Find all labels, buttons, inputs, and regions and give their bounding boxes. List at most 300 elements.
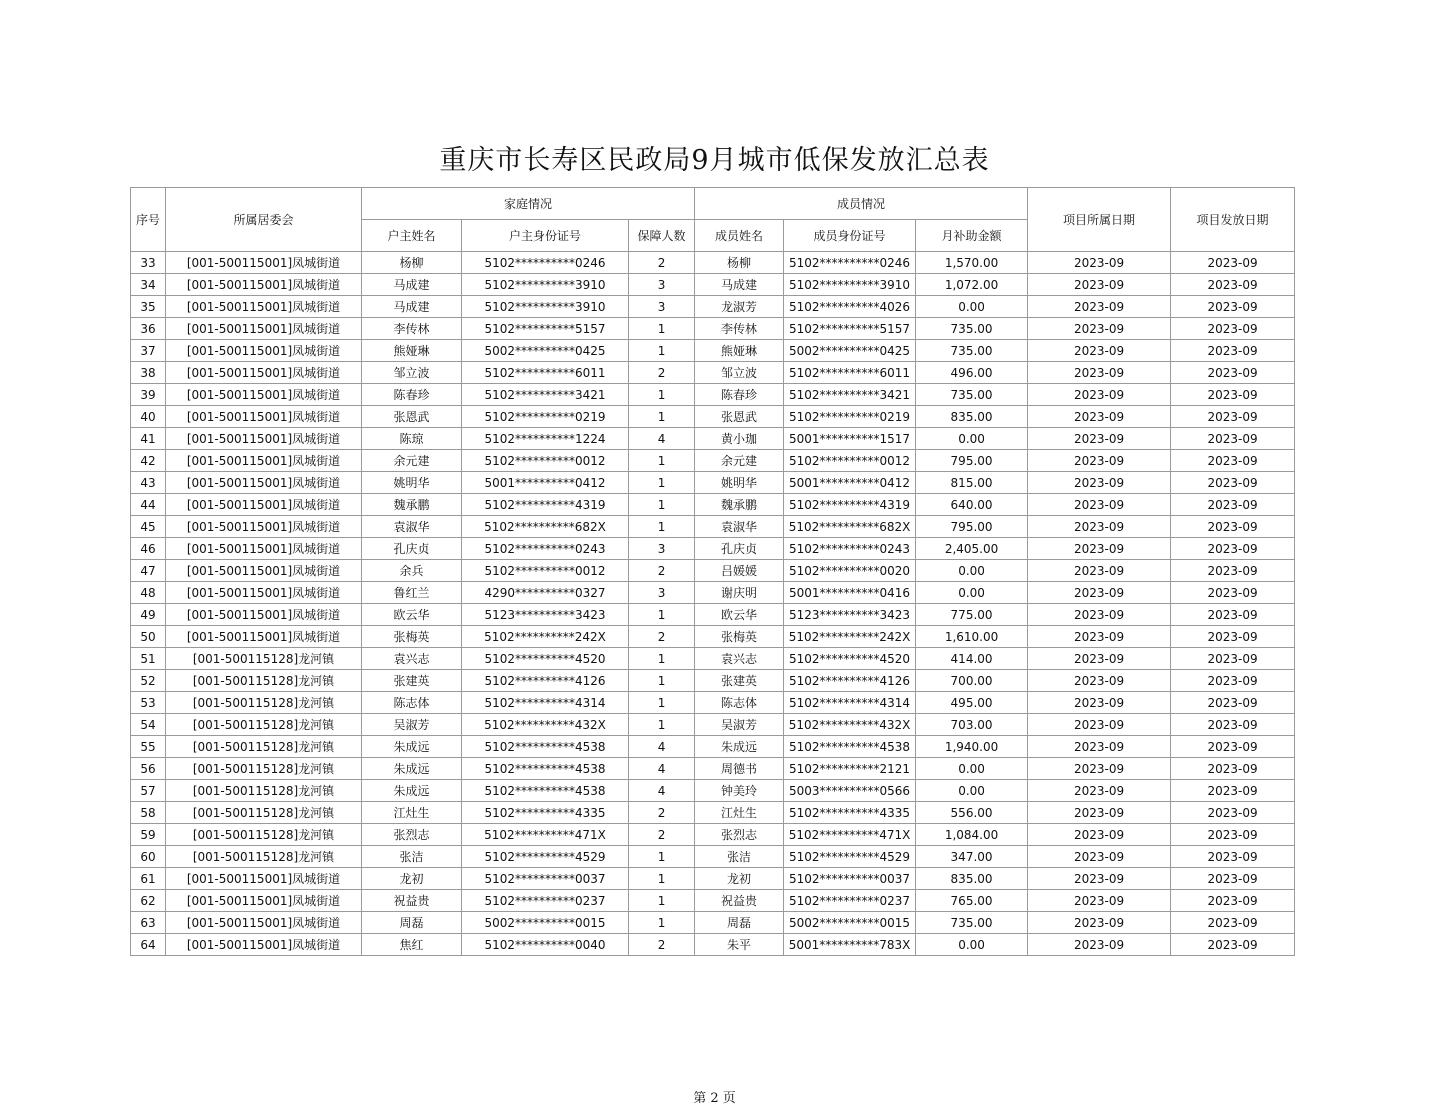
cell-member-id: 5003**********0566 <box>784 780 916 802</box>
cell-member-name: 欧云华 <box>695 604 784 626</box>
cell-committee: [001-500115001]凤城街道 <box>166 516 362 538</box>
cell-committee: [001-500115128]龙河镇 <box>166 736 362 758</box>
cell-count: 1 <box>629 406 695 428</box>
cell-amount: 795.00 <box>916 450 1028 472</box>
cell-amount: 700.00 <box>916 670 1028 692</box>
cell-head-id: 5102**********242X <box>462 626 629 648</box>
cell-count: 4 <box>629 758 695 780</box>
cell-head-id: 5102**********4538 <box>462 780 629 802</box>
cell-committee: [001-500115128]龙河镇 <box>166 692 362 714</box>
cell-committee: [001-500115001]凤城街道 <box>166 560 362 582</box>
cell-committee: [001-500115001]凤城街道 <box>166 868 362 890</box>
cell-seq: 56 <box>131 758 166 780</box>
cell-project-date: 2023-09 <box>1028 824 1171 846</box>
cell-head-id: 5102**********4319 <box>462 494 629 516</box>
cell-head-name: 陈春珍 <box>362 384 462 406</box>
cell-head-id: 5002**********0015 <box>462 912 629 934</box>
cell-committee: [001-500115001]凤城街道 <box>166 472 362 494</box>
cell-issue-date: 2023-09 <box>1171 912 1295 934</box>
cell-seq: 45 <box>131 516 166 538</box>
cell-head-name: 熊娅琳 <box>362 340 462 362</box>
cell-seq: 53 <box>131 692 166 714</box>
cell-issue-date: 2023-09 <box>1171 318 1295 340</box>
cell-amount: 496.00 <box>916 362 1028 384</box>
cell-issue-date: 2023-09 <box>1171 626 1295 648</box>
cell-count: 3 <box>629 274 695 296</box>
cell-issue-date: 2023-09 <box>1171 274 1295 296</box>
cell-count: 1 <box>629 868 695 890</box>
cell-seq: 34 <box>131 274 166 296</box>
cell-project-date: 2023-09 <box>1028 450 1171 472</box>
cell-member-id: 5102**********4319 <box>784 494 916 516</box>
cell-project-date: 2023-09 <box>1028 582 1171 604</box>
cell-committee: [001-500115001]凤城街道 <box>166 934 362 956</box>
cell-member-name: 张梅英 <box>695 626 784 648</box>
cell-member-id: 5123**********3423 <box>784 604 916 626</box>
cell-head-name: 周磊 <box>362 912 462 934</box>
table-row <box>131 472 1295 494</box>
cell-head-id: 5102**********0237 <box>462 890 629 912</box>
table-row <box>131 296 1295 318</box>
cell-head-name: 马成建 <box>362 274 462 296</box>
cell-member-id: 5102**********0237 <box>784 890 916 912</box>
cell-project-date: 2023-09 <box>1028 934 1171 956</box>
cell-count: 1 <box>629 670 695 692</box>
cell-committee: [001-500115001]凤城街道 <box>166 912 362 934</box>
cell-head-id: 5102**********6011 <box>462 362 629 384</box>
header-member-group: 成员情况 <box>695 188 1028 220</box>
header-head-name: 户主姓名 <box>362 220 462 252</box>
cell-committee: [001-500115128]龙河镇 <box>166 714 362 736</box>
cell-seq: 37 <box>131 340 166 362</box>
cell-committee: [001-500115001]凤城街道 <box>166 252 362 274</box>
cell-member-id: 5102**********4520 <box>784 648 916 670</box>
cell-project-date: 2023-09 <box>1028 736 1171 758</box>
cell-member-id: 5102**********2121 <box>784 758 916 780</box>
cell-amount: 765.00 <box>916 890 1028 912</box>
cell-head-name: 张恩武 <box>362 406 462 428</box>
cell-issue-date: 2023-09 <box>1171 472 1295 494</box>
cell-member-name: 马成建 <box>695 274 784 296</box>
cell-member-name: 陈春珍 <box>695 384 784 406</box>
cell-issue-date: 2023-09 <box>1171 252 1295 274</box>
cell-member-name: 袁淑华 <box>695 516 784 538</box>
cell-member-id: 5102**********471X <box>784 824 916 846</box>
cell-head-id: 5123**********3423 <box>462 604 629 626</box>
cell-member-id: 5002**********0015 <box>784 912 916 934</box>
cell-issue-date: 2023-09 <box>1171 340 1295 362</box>
table-row <box>131 868 1295 890</box>
cell-project-date: 2023-09 <box>1028 340 1171 362</box>
table-header <box>131 188 1295 252</box>
cell-seq: 58 <box>131 802 166 824</box>
cell-head-id: 5102**********4538 <box>462 758 629 780</box>
cell-issue-date: 2023-09 <box>1171 670 1295 692</box>
cell-head-name: 张建英 <box>362 670 462 692</box>
cell-head-id: 5102**********0246 <box>462 252 629 274</box>
cell-project-date: 2023-09 <box>1028 780 1171 802</box>
cell-member-id: 5102**********0246 <box>784 252 916 274</box>
table-row <box>131 560 1295 582</box>
cell-head-id: 5001**********0412 <box>462 472 629 494</box>
cell-member-id: 5001**********0412 <box>784 472 916 494</box>
cell-member-name: 杨柳 <box>695 252 784 274</box>
cell-count: 1 <box>629 846 695 868</box>
cell-project-date: 2023-09 <box>1028 494 1171 516</box>
cell-committee: [001-500115001]凤城街道 <box>166 384 362 406</box>
cell-member-name: 孔庆贞 <box>695 538 784 560</box>
cell-project-date: 2023-09 <box>1028 758 1171 780</box>
cell-head-name: 朱成远 <box>362 780 462 802</box>
table-row <box>131 274 1295 296</box>
table-row <box>131 318 1295 340</box>
cell-seq: 49 <box>131 604 166 626</box>
cell-head-id: 5102**********4520 <box>462 648 629 670</box>
allowance-table <box>130 187 1295 956</box>
cell-seq: 36 <box>131 318 166 340</box>
cell-head-name: 张洁 <box>362 846 462 868</box>
table-row <box>131 582 1295 604</box>
cell-seq: 57 <box>131 780 166 802</box>
cell-head-id: 5102**********3910 <box>462 296 629 318</box>
cell-seq: 43 <box>131 472 166 494</box>
cell-head-id: 5102**********4335 <box>462 802 629 824</box>
table-row <box>131 802 1295 824</box>
table-row <box>131 494 1295 516</box>
cell-member-id: 5001**********783X <box>784 934 916 956</box>
cell-member-id: 5102**********6011 <box>784 362 916 384</box>
header-seq: 序号 <box>131 188 166 252</box>
table-row <box>131 516 1295 538</box>
cell-head-id: 5102**********432X <box>462 714 629 736</box>
cell-project-date: 2023-09 <box>1028 692 1171 714</box>
cell-seq: 35 <box>131 296 166 318</box>
cell-member-id: 5102**********4026 <box>784 296 916 318</box>
cell-committee: [001-500115001]凤城街道 <box>166 274 362 296</box>
cell-head-name: 袁兴志 <box>362 648 462 670</box>
cell-committee: [001-500115001]凤城街道 <box>166 296 362 318</box>
cell-amount: 835.00 <box>916 406 1028 428</box>
cell-issue-date: 2023-09 <box>1171 780 1295 802</box>
cell-project-date: 2023-09 <box>1028 538 1171 560</box>
cell-issue-date: 2023-09 <box>1171 824 1295 846</box>
cell-issue-date: 2023-09 <box>1171 450 1295 472</box>
cell-member-name: 龙初 <box>695 868 784 890</box>
cell-head-name: 祝益贵 <box>362 890 462 912</box>
cell-head-name: 陈志体 <box>362 692 462 714</box>
cell-seq: 48 <box>131 582 166 604</box>
cell-head-name: 龙初 <box>362 868 462 890</box>
table-row <box>131 252 1295 274</box>
cell-head-id: 5102**********4126 <box>462 670 629 692</box>
cell-amount: 1,610.00 <box>916 626 1028 648</box>
cell-committee: [001-500115001]凤城街道 <box>166 626 362 648</box>
cell-seq: 47 <box>131 560 166 582</box>
cell-amount: 0.00 <box>916 428 1028 450</box>
table-row <box>131 846 1295 868</box>
cell-head-name: 吴淑芳 <box>362 714 462 736</box>
cell-member-name: 周德书 <box>695 758 784 780</box>
cell-issue-date: 2023-09 <box>1171 406 1295 428</box>
cell-head-id: 5102**********5157 <box>462 318 629 340</box>
cell-head-name: 李传林 <box>362 318 462 340</box>
cell-committee: [001-500115128]龙河镇 <box>166 824 362 846</box>
cell-count: 1 <box>629 648 695 670</box>
cell-committee: [001-500115001]凤城街道 <box>166 428 362 450</box>
cell-project-date: 2023-09 <box>1028 890 1171 912</box>
cell-seq: 38 <box>131 362 166 384</box>
cell-count: 1 <box>629 714 695 736</box>
cell-count: 3 <box>629 538 695 560</box>
cell-committee: [001-500115128]龙河镇 <box>166 802 362 824</box>
header-family-group: 家庭情况 <box>362 188 695 220</box>
table-row <box>131 692 1295 714</box>
table-row <box>131 824 1295 846</box>
table-row <box>131 934 1295 956</box>
cell-count: 1 <box>629 516 695 538</box>
cell-member-name: 吕媛媛 <box>695 560 784 582</box>
cell-member-name: 朱平 <box>695 934 784 956</box>
cell-amount: 556.00 <box>916 802 1028 824</box>
cell-issue-date: 2023-09 <box>1171 714 1295 736</box>
table-row <box>131 604 1295 626</box>
cell-seq: 42 <box>131 450 166 472</box>
table-row <box>131 648 1295 670</box>
cell-issue-date: 2023-09 <box>1171 538 1295 560</box>
cell-head-id: 5102**********4538 <box>462 736 629 758</box>
cell-project-date: 2023-09 <box>1028 516 1171 538</box>
cell-seq: 39 <box>131 384 166 406</box>
cell-committee: [001-500115001]凤城街道 <box>166 582 362 604</box>
cell-head-id: 5102**********682X <box>462 516 629 538</box>
cell-issue-date: 2023-09 <box>1171 428 1295 450</box>
cell-head-name: 魏承鹏 <box>362 494 462 516</box>
cell-seq: 50 <box>131 626 166 648</box>
cell-member-name: 姚明华 <box>695 472 784 494</box>
cell-seq: 60 <box>131 846 166 868</box>
cell-issue-date: 2023-09 <box>1171 560 1295 582</box>
cell-issue-date: 2023-09 <box>1171 934 1295 956</box>
cell-member-name: 张恩武 <box>695 406 784 428</box>
cell-member-name: 袁兴志 <box>695 648 784 670</box>
cell-issue-date: 2023-09 <box>1171 648 1295 670</box>
cell-project-date: 2023-09 <box>1028 428 1171 450</box>
header-committee: 所属居委会 <box>166 188 362 252</box>
cell-member-name: 吴淑芳 <box>695 714 784 736</box>
cell-issue-date: 2023-09 <box>1171 868 1295 890</box>
cell-member-id: 5102**********3421 <box>784 384 916 406</box>
cell-project-date: 2023-09 <box>1028 296 1171 318</box>
cell-head-name: 姚明华 <box>362 472 462 494</box>
header-issue-date: 项目发放日期 <box>1171 188 1295 252</box>
cell-member-id: 5002**********0425 <box>784 340 916 362</box>
cell-amount: 815.00 <box>916 472 1028 494</box>
table-row <box>131 736 1295 758</box>
cell-seq: 51 <box>131 648 166 670</box>
cell-head-name: 孔庆贞 <box>362 538 462 560</box>
header-head-id: 户主身份证号 <box>462 220 629 252</box>
cell-member-name: 张洁 <box>695 846 784 868</box>
cell-amount: 1,940.00 <box>916 736 1028 758</box>
cell-head-name: 袁淑华 <box>362 516 462 538</box>
cell-issue-date: 2023-09 <box>1171 384 1295 406</box>
cell-member-name: 黄小珈 <box>695 428 784 450</box>
cell-amount: 835.00 <box>916 868 1028 890</box>
cell-committee: [001-500115128]龙河镇 <box>166 780 362 802</box>
cell-seq: 40 <box>131 406 166 428</box>
table-row <box>131 362 1295 384</box>
cell-count: 1 <box>629 912 695 934</box>
cell-member-name: 朱成远 <box>695 736 784 758</box>
cell-member-id: 5102**********4538 <box>784 736 916 758</box>
cell-member-id: 5102**********0012 <box>784 450 916 472</box>
cell-member-name: 张烈志 <box>695 824 784 846</box>
cell-head-id: 4290**********0327 <box>462 582 629 604</box>
cell-project-date: 2023-09 <box>1028 714 1171 736</box>
cell-seq: 54 <box>131 714 166 736</box>
cell-seq: 52 <box>131 670 166 692</box>
table-row <box>131 450 1295 472</box>
cell-head-id: 5102**********0037 <box>462 868 629 890</box>
cell-head-id: 5102**********3421 <box>462 384 629 406</box>
cell-head-name: 欧云华 <box>362 604 462 626</box>
cell-issue-date: 2023-09 <box>1171 604 1295 626</box>
cell-head-name: 江灶生 <box>362 802 462 824</box>
cell-head-name: 余元建 <box>362 450 462 472</box>
cell-project-date: 2023-09 <box>1028 912 1171 934</box>
cell-head-name: 杨柳 <box>362 252 462 274</box>
cell-amount: 735.00 <box>916 318 1028 340</box>
cell-head-id: 5102**********0219 <box>462 406 629 428</box>
cell-amount: 735.00 <box>916 340 1028 362</box>
cell-amount: 495.00 <box>916 692 1028 714</box>
cell-committee: [001-500115001]凤城街道 <box>166 538 362 560</box>
cell-project-date: 2023-09 <box>1028 406 1171 428</box>
cell-member-id: 5001**********0416 <box>784 582 916 604</box>
table-row <box>131 626 1295 648</box>
cell-count: 4 <box>629 736 695 758</box>
table-row <box>131 384 1295 406</box>
cell-member-name: 邹立波 <box>695 362 784 384</box>
cell-project-date: 2023-09 <box>1028 846 1171 868</box>
cell-issue-date: 2023-09 <box>1171 802 1295 824</box>
cell-issue-date: 2023-09 <box>1171 890 1295 912</box>
cell-seq: 41 <box>131 428 166 450</box>
cell-count: 1 <box>629 340 695 362</box>
cell-seq: 33 <box>131 252 166 274</box>
cell-committee: [001-500115128]龙河镇 <box>166 670 362 692</box>
cell-head-name: 邹立波 <box>362 362 462 384</box>
cell-member-name: 张建英 <box>695 670 784 692</box>
cell-member-name: 魏承鹏 <box>695 494 784 516</box>
cell-count: 1 <box>629 318 695 340</box>
cell-amount: 1,570.00 <box>916 252 1028 274</box>
cell-committee: [001-500115001]凤城街道 <box>166 494 362 516</box>
cell-count: 2 <box>629 934 695 956</box>
table-row <box>131 758 1295 780</box>
cell-issue-date: 2023-09 <box>1171 362 1295 384</box>
cell-issue-date: 2023-09 <box>1171 296 1295 318</box>
table-row <box>131 780 1295 802</box>
cell-project-date: 2023-09 <box>1028 626 1171 648</box>
cell-committee: [001-500115128]龙河镇 <box>166 846 362 868</box>
header-member-id: 成员身份证号 <box>784 220 916 252</box>
cell-count: 4 <box>629 780 695 802</box>
cell-head-id: 5102**********471X <box>462 824 629 846</box>
cell-amount: 0.00 <box>916 560 1028 582</box>
cell-issue-date: 2023-09 <box>1171 494 1295 516</box>
cell-issue-date: 2023-09 <box>1171 582 1295 604</box>
cell-head-name: 张梅英 <box>362 626 462 648</box>
cell-member-name: 谢庆明 <box>695 582 784 604</box>
table-row <box>131 670 1295 692</box>
cell-member-id: 5102**********432X <box>784 714 916 736</box>
cell-project-date: 2023-09 <box>1028 670 1171 692</box>
cell-member-id: 5102**********0020 <box>784 560 916 582</box>
cell-count: 1 <box>629 384 695 406</box>
cell-member-id: 5102**********4529 <box>784 846 916 868</box>
cell-member-id: 5102**********3910 <box>784 274 916 296</box>
cell-seq: 62 <box>131 890 166 912</box>
cell-head-name: 朱成远 <box>362 736 462 758</box>
cell-project-date: 2023-09 <box>1028 560 1171 582</box>
cell-member-name: 陈志体 <box>695 692 784 714</box>
cell-seq: 55 <box>131 736 166 758</box>
table-body <box>131 252 1295 956</box>
cell-count: 1 <box>629 604 695 626</box>
cell-seq: 59 <box>131 824 166 846</box>
cell-head-id: 5102**********0012 <box>462 450 629 472</box>
cell-count: 1 <box>629 494 695 516</box>
cell-member-id: 5102**********0219 <box>784 406 916 428</box>
table-row <box>131 428 1295 450</box>
cell-member-id: 5102**********4314 <box>784 692 916 714</box>
cell-member-id: 5102**********4335 <box>784 802 916 824</box>
cell-head-id: 5002**********0425 <box>462 340 629 362</box>
table-row <box>131 538 1295 560</box>
cell-head-name: 鲁红兰 <box>362 582 462 604</box>
cell-count: 1 <box>629 890 695 912</box>
cell-count: 3 <box>629 582 695 604</box>
table-row <box>131 714 1295 736</box>
cell-amount: 2,405.00 <box>916 538 1028 560</box>
cell-head-name: 马成建 <box>362 296 462 318</box>
cell-head-name: 陈琼 <box>362 428 462 450</box>
cell-count: 2 <box>629 824 695 846</box>
cell-count: 2 <box>629 626 695 648</box>
cell-amount: 735.00 <box>916 912 1028 934</box>
cell-amount: 0.00 <box>916 780 1028 802</box>
table-row <box>131 406 1295 428</box>
cell-head-id: 5102**********0040 <box>462 934 629 956</box>
cell-project-date: 2023-09 <box>1028 868 1171 890</box>
cell-committee: [001-500115001]凤城街道 <box>166 362 362 384</box>
cell-count: 2 <box>629 362 695 384</box>
cell-issue-date: 2023-09 <box>1171 736 1295 758</box>
page-number: 第 2 页 <box>693 1091 736 1106</box>
cell-project-date: 2023-09 <box>1028 362 1171 384</box>
cell-member-name: 李传林 <box>695 318 784 340</box>
cell-count: 1 <box>629 450 695 472</box>
cell-project-date: 2023-09 <box>1028 648 1171 670</box>
cell-count: 2 <box>629 560 695 582</box>
cell-member-name: 江灶生 <box>695 802 784 824</box>
cell-head-id: 5102**********0243 <box>462 538 629 560</box>
cell-amount: 0.00 <box>916 582 1028 604</box>
cell-member-id: 5102**********0037 <box>784 868 916 890</box>
cell-member-id: 5102**********5157 <box>784 318 916 340</box>
cell-seq: 63 <box>131 912 166 934</box>
